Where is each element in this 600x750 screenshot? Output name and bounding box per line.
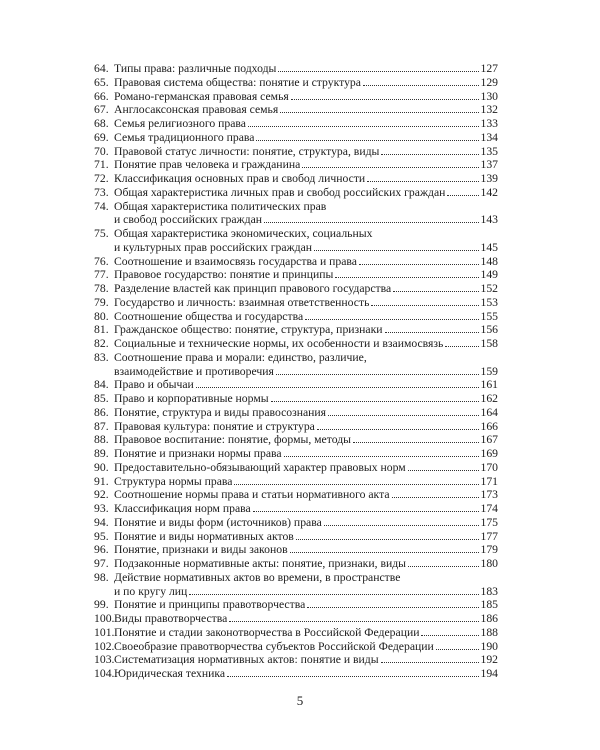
dot-leader — [385, 332, 480, 333]
toc-entry-row — [114, 598, 498, 612]
toc-entry-title-line: Общая характеристика экономических, социальных — [114, 227, 373, 240]
toc-entry-row — [114, 612, 498, 626]
toc-entry-row — [114, 131, 498, 145]
toc-entry — [94, 323, 498, 337]
toc-entry — [94, 406, 498, 420]
toc-entry-body — [114, 420, 498, 434]
dot-leader — [381, 154, 479, 155]
toc-entry — [94, 530, 498, 544]
toc-entry — [94, 475, 498, 489]
toc-entry-body — [114, 557, 498, 571]
toc-entry-body — [114, 145, 498, 159]
toc-entry-body — [114, 543, 498, 557]
toc-entry-title: Правовой статус личности: понятие, структура, виды — [114, 144, 380, 158]
dot-leader — [359, 264, 480, 265]
toc-entry-body — [114, 268, 498, 282]
toc-entry-row — [114, 158, 498, 172]
toc-entry-page: 156 — [480, 323, 498, 337]
toc-entry-page: 149 — [480, 268, 498, 282]
toc-entry-number: 87. — [94, 419, 109, 433]
toc-entry — [94, 667, 498, 681]
toc-entry-page: 170 — [480, 460, 498, 474]
toc-entry-number: 67. — [94, 103, 109, 117]
toc-entry-page: 194 — [480, 667, 498, 680]
toc-entry-page: 166 — [480, 419, 498, 433]
dot-leader — [280, 112, 479, 113]
toc-entry-body — [114, 282, 498, 296]
toc-entry-page: 145 — [480, 240, 498, 254]
toc-entry-page: 186 — [480, 612, 498, 625]
toc-entry-number: 103. — [94, 653, 115, 667]
toc-entry-title: Понятие, структура и виды правосознания — [114, 405, 327, 419]
toc-entry-number: 85. — [94, 392, 109, 405]
toc-entry-title: Романо-германская правовая семья — [114, 89, 289, 103]
toc-entry-title: Понятие прав человека и гражданина — [114, 158, 301, 172]
toc-entry-number: 83. — [94, 350, 109, 364]
toc-entry-number: 95. — [94, 529, 109, 543]
toc-entry-title: Классификация норм права — [114, 502, 251, 515]
toc-entry — [94, 310, 498, 324]
toc-entry — [94, 282, 498, 296]
toc-entry-body — [114, 90, 498, 104]
dot-leader — [284, 456, 480, 457]
toc-entry-number: 94. — [94, 515, 109, 529]
dot-leader — [408, 566, 479, 567]
dot-leader — [307, 607, 479, 608]
toc-entry-page: 155 — [480, 309, 498, 323]
toc-entry-title: Правовое государство: понятие и принципы — [114, 268, 334, 282]
toc-entry-title: Право и корпоративные нормы — [114, 392, 269, 405]
toc-entry-title: взаимодействие и противоречия — [114, 364, 274, 378]
toc-entry-page: 129 — [480, 75, 498, 89]
dot-leader — [314, 250, 479, 251]
toc-entry — [94, 158, 498, 172]
toc-entry-row — [114, 378, 498, 392]
dot-leader — [421, 635, 479, 636]
toc-entry-number: 73. — [94, 185, 109, 199]
toc-entry-number: 66. — [94, 89, 109, 103]
toc-entry-number: 100. — [94, 612, 115, 625]
toc-entry-row — [114, 90, 498, 104]
toc-entry-row — [114, 516, 498, 530]
toc-entry-body — [114, 626, 498, 640]
toc-entry-row — [114, 365, 498, 379]
toc-entry-number: 98. — [94, 570, 109, 584]
toc-entry-page: 175 — [480, 515, 498, 529]
toc-entry — [94, 543, 498, 557]
toc-entry-number: 101. — [94, 625, 115, 639]
toc-entry-page: 132 — [480, 103, 498, 117]
toc-entry-number: 68. — [94, 117, 109, 130]
toc-entry — [94, 612, 498, 626]
toc-entry-title: Семья традиционного права — [114, 130, 255, 144]
toc-entry-number: 91. — [94, 474, 109, 488]
toc-entry-body — [114, 516, 498, 530]
toc-entry-row — [114, 213, 498, 227]
page-number: 5 — [296, 693, 304, 708]
toc-entry-body — [114, 255, 498, 269]
toc-entry-title-line: Действие нормативных актов во времени, в пространстве — [114, 570, 401, 584]
toc-entry-page: 192 — [480, 653, 498, 667]
dot-leader — [296, 539, 480, 540]
toc-entry — [94, 296, 498, 310]
toc-entry-title: Социальные и технические нормы, их особенности и взаимосвязь — [114, 337, 444, 350]
toc-entry — [94, 200, 498, 228]
toc-entry — [94, 461, 498, 475]
toc-entry-body — [114, 571, 498, 599]
dot-leader — [189, 594, 479, 595]
toc-entry-row — [114, 530, 498, 544]
toc-entry-page: 142 — [480, 185, 498, 199]
toc-entry-page: 167 — [480, 433, 498, 447]
toc-entry — [94, 131, 498, 145]
toc-entry-title: Классификация основных прав и свобод личности — [114, 172, 366, 185]
toc-entry-title-line: Общая характеристика политических прав — [114, 199, 327, 213]
toc-entry — [94, 145, 498, 159]
dot-leader — [367, 181, 479, 182]
toc-entry-body — [114, 612, 498, 626]
toc-entry-number: 76. — [94, 254, 109, 268]
toc-entry-page: 169 — [480, 447, 498, 460]
toc-entry-row — [114, 76, 498, 90]
toc-entry-number: 70. — [94, 144, 109, 158]
toc-entry-page: 137 — [480, 158, 498, 172]
toc-entry-row — [114, 626, 498, 640]
toc-entry — [94, 557, 498, 571]
toc-entry-page: 139 — [480, 172, 498, 185]
toc-entry-body — [114, 103, 498, 117]
toc-entry-body — [114, 337, 498, 351]
toc-entry-title: Правовая система общества: понятие и структура — [114, 75, 361, 89]
toc-entry — [94, 103, 498, 117]
toc-entry-number: 80. — [94, 309, 109, 323]
toc-entry-body — [114, 117, 498, 131]
toc-entry — [94, 378, 498, 392]
dot-leader — [302, 167, 479, 168]
dot-leader — [290, 552, 480, 553]
toc-entry-number: 77. — [94, 268, 109, 282]
toc-entry — [94, 76, 498, 90]
toc-entry-row — [114, 488, 498, 502]
toc-entry-row — [114, 117, 498, 131]
toc-entry — [94, 433, 498, 447]
toc-entry-page: 153 — [480, 295, 498, 309]
toc-entry-row — [114, 186, 498, 200]
dot-leader — [445, 346, 479, 347]
toc-entry-number: 69. — [94, 130, 109, 144]
toc-entry-row — [114, 310, 498, 324]
toc-entry-body — [114, 378, 498, 392]
toc-entry-number: 65. — [94, 75, 109, 89]
toc-entry-page: 177 — [480, 529, 498, 543]
toc-entry-body — [114, 653, 498, 667]
toc-entry-body — [114, 351, 498, 379]
toc-entry-title: Правовое воспитание: понятие, формы, методы — [114, 433, 352, 447]
toc-entry — [94, 351, 498, 379]
dot-leader — [353, 442, 479, 443]
toc-entry-number: 93. — [94, 502, 109, 515]
dot-leader — [253, 511, 480, 512]
toc-entry-row — [114, 392, 498, 406]
toc-entry-title: Понятие и принципы правотворчества — [114, 598, 306, 612]
toc-entry-number: 64. — [94, 62, 109, 75]
toc-entry — [94, 571, 498, 599]
toc-entry — [94, 62, 498, 76]
toc-entry-row — [114, 653, 498, 667]
toc-entry-number: 78. — [94, 282, 109, 295]
toc-entry — [94, 626, 498, 640]
toc-entry-row — [114, 543, 498, 557]
toc-entry — [94, 268, 498, 282]
toc-entry-title: Гражданское общество: понятие, структура, признаки — [114, 323, 383, 337]
dot-leader — [271, 401, 480, 402]
toc-entry-title-line: Соотношение права и морали: единство, различие, — [114, 350, 367, 364]
toc-entry-number: 88. — [94, 433, 109, 447]
toc-entry-body — [114, 447, 498, 461]
toc-entry-title: Предоставительно-обязывающий характер правовых норм — [114, 460, 406, 474]
toc-entry-body — [114, 406, 498, 420]
toc-entry-page: 185 — [480, 598, 498, 612]
toc-entry-number: 96. — [94, 543, 109, 557]
toc-entry-body — [114, 186, 498, 200]
toc-entry-row — [114, 406, 498, 420]
toc-entry — [94, 255, 498, 269]
toc-entry-number: 99. — [94, 598, 109, 612]
toc-entry-row — [114, 420, 498, 434]
toc-entry-row — [114, 502, 498, 516]
toc-entry-page: 130 — [480, 89, 498, 103]
toc-entry-page: 183 — [480, 584, 498, 598]
toc-entry — [94, 172, 498, 186]
toc-entry-body — [114, 310, 498, 324]
dot-leader — [278, 71, 479, 72]
dot-leader — [234, 484, 479, 485]
toc-entry-title: Систематизация нормативных актов: понятие и виды — [114, 653, 379, 667]
toc-entry-body — [114, 461, 498, 475]
toc-entry-title: Правовая культура: понятие и структура — [114, 419, 315, 433]
toc-entry-body — [114, 433, 498, 447]
toc-entry-body — [114, 158, 498, 172]
dot-leader — [196, 387, 480, 388]
toc-entry-body — [114, 392, 498, 406]
toc-entry — [94, 502, 498, 516]
toc-entry-title: Право и обычаи — [114, 378, 194, 392]
toc-entry-title: Понятие и виды нормативных актов — [114, 529, 294, 543]
toc-entry-body — [114, 640, 498, 654]
toc-entry-page: 148 — [480, 254, 498, 268]
dot-leader — [276, 374, 480, 375]
toc-entry-page: 135 — [480, 144, 498, 158]
toc-entry-page: 158 — [480, 337, 498, 350]
toc-entry — [94, 420, 498, 434]
toc-entry-row — [114, 461, 498, 475]
toc-entry-row — [114, 667, 498, 681]
toc-entry-title: Подзаконные нормативные акты: понятие, признаки, виды — [114, 557, 407, 570]
toc-entry — [94, 90, 498, 104]
toc-entry-body — [114, 502, 498, 516]
toc-entry-number: 89. — [94, 447, 109, 460]
toc-entry-body — [114, 488, 498, 502]
dot-leader — [408, 470, 480, 471]
toc-entry-title: Семья религиозного права — [114, 117, 246, 130]
toc-entry-page: 162 — [480, 392, 498, 405]
dot-leader — [371, 305, 479, 306]
toc-entry-number: 92. — [94, 488, 109, 502]
toc-entry-body — [114, 76, 498, 90]
toc-entry-number: 71. — [94, 158, 109, 172]
toc-entry-title: Англосаксонская правовая семья — [114, 103, 279, 117]
toc-entry-number: 75. — [94, 227, 109, 240]
toc-entry-page: 143 — [480, 213, 498, 227]
toc-entry — [94, 447, 498, 461]
toc-entry-title: Соотношение нормы права и статьи нормативного акта — [114, 488, 390, 502]
toc-entry — [94, 337, 498, 351]
dot-leader — [381, 662, 480, 663]
toc-entry-page: 152 — [480, 282, 498, 295]
toc-entry-number: 102. — [94, 639, 115, 653]
toc-entry-title: Соотношение и взаимосвязь государства и права — [114, 254, 357, 268]
dot-leader — [227, 676, 479, 677]
dot-leader — [248, 126, 479, 127]
toc-entry-title: Понятие и виды форм (источников) права — [114, 515, 322, 529]
toc-entry-title: Структура нормы права — [114, 474, 233, 488]
toc-entry-row — [114, 255, 498, 269]
dot-leader — [328, 415, 479, 416]
toc-entry-body — [114, 323, 498, 337]
dot-leader — [363, 85, 480, 86]
toc-entry-title: и по кругу лиц — [114, 584, 188, 598]
dot-leader — [436, 649, 480, 650]
toc-entry-title: Своеобразие правотворчества субъектов Российской Федерации — [114, 639, 434, 653]
toc-entry-title: Юридическая техника — [114, 667, 226, 680]
toc-entry-title: Государство и личность: взаимная ответственность — [114, 295, 370, 309]
toc-entry-title: Понятие, признаки и виды законов — [114, 543, 288, 557]
toc-entry-page: 127 — [480, 62, 498, 75]
toc-entry-title: Понятие и признаки нормы права — [114, 447, 282, 460]
dot-leader — [305, 319, 479, 320]
toc-entry-number: 81. — [94, 323, 109, 337]
toc-entry-row — [114, 323, 498, 337]
toc-entry-number: 97. — [94, 557, 109, 570]
toc-entry-row — [114, 172, 498, 186]
toc-entry-body — [114, 475, 498, 489]
toc-entry-title: Виды правотворчества — [114, 612, 228, 625]
toc-entry-row — [114, 337, 498, 351]
toc-entry-row — [114, 296, 498, 310]
toc-entry-number: 104. — [94, 667, 115, 680]
toc-entry-page: 161 — [480, 378, 498, 392]
table-of-contents — [94, 62, 498, 681]
toc-entry-body — [114, 667, 498, 681]
dot-leader — [264, 222, 479, 223]
toc-entry-page: 133 — [480, 117, 498, 130]
toc-entry-page: 171 — [480, 474, 498, 488]
toc-entry-row — [114, 475, 498, 489]
toc-entry — [94, 227, 498, 255]
dot-leader — [392, 497, 480, 498]
toc-entry-row — [114, 103, 498, 117]
toc-entry-page: 159 — [480, 364, 498, 378]
toc-entry-body — [114, 131, 498, 145]
toc-entry-page: 164 — [480, 405, 498, 419]
dot-leader — [256, 140, 479, 141]
toc-entry-page: 180 — [480, 557, 498, 570]
toc-entry-row — [114, 557, 498, 571]
toc-entry-title: Типы права: различные подходы — [114, 62, 277, 75]
toc-entry-row — [114, 585, 498, 599]
toc-entry — [94, 640, 498, 654]
toc-entry-body — [114, 227, 498, 255]
toc-entry-title: Разделение властей как принцип правового государства — [114, 282, 392, 295]
toc-entry-row — [114, 433, 498, 447]
toc-entry-page: 134 — [480, 130, 498, 144]
dot-leader — [229, 621, 479, 622]
toc-entry-row — [114, 268, 498, 282]
toc-entry-title: и свобод российских граждан — [114, 213, 263, 227]
dot-leader — [335, 277, 479, 278]
toc-entry-body — [114, 62, 498, 76]
toc-entry-number: 86. — [94, 405, 109, 419]
toc-entry-page: 173 — [480, 488, 498, 502]
toc-entry-number: 82. — [94, 337, 109, 350]
toc-entry — [94, 653, 498, 667]
toc-entry-title: и культурных прав российских граждан — [114, 240, 313, 254]
toc-entry-row — [114, 282, 498, 296]
toc-entry-number: 72. — [94, 172, 109, 185]
toc-entry-title: Понятие и стадии законотворчества в Российской Федерации — [114, 625, 420, 639]
toc-entry-number: 79. — [94, 295, 109, 309]
toc-entry-row — [114, 241, 498, 255]
toc-entry-number: 74. — [94, 199, 109, 213]
toc-entry-row — [114, 640, 498, 654]
toc-entry — [94, 392, 498, 406]
toc-entry-page: 190 — [480, 639, 498, 653]
toc-entry-body — [114, 598, 498, 612]
dot-leader — [291, 99, 480, 100]
toc-entry-title: Общая характеристика личных прав и свобод российских граждан — [114, 185, 446, 199]
toc-entry-number: 90. — [94, 460, 109, 474]
toc-entry — [94, 488, 498, 502]
toc-entry-row — [114, 62, 498, 76]
toc-entry-number: 84. — [94, 378, 109, 392]
toc-entry-row — [114, 145, 498, 159]
dot-leader — [324, 525, 480, 526]
toc-entry-title: Соотношение общества и государства — [114, 309, 304, 323]
toc-entry — [94, 598, 498, 612]
toc-entry-page: 179 — [480, 543, 498, 557]
toc-entry-body — [114, 172, 498, 186]
toc-entry — [94, 117, 498, 131]
toc-entry-page: 174 — [480, 502, 498, 515]
toc-entry-page: 188 — [480, 625, 498, 639]
toc-entry — [94, 516, 498, 530]
toc-entry-body — [114, 530, 498, 544]
toc-entry-body — [114, 200, 498, 228]
toc-entry-row — [114, 447, 498, 461]
toc-entry — [94, 186, 498, 200]
dot-leader — [393, 291, 479, 292]
dot-leader — [447, 195, 479, 196]
dot-leader — [317, 429, 480, 430]
toc-entry-body — [114, 296, 498, 310]
